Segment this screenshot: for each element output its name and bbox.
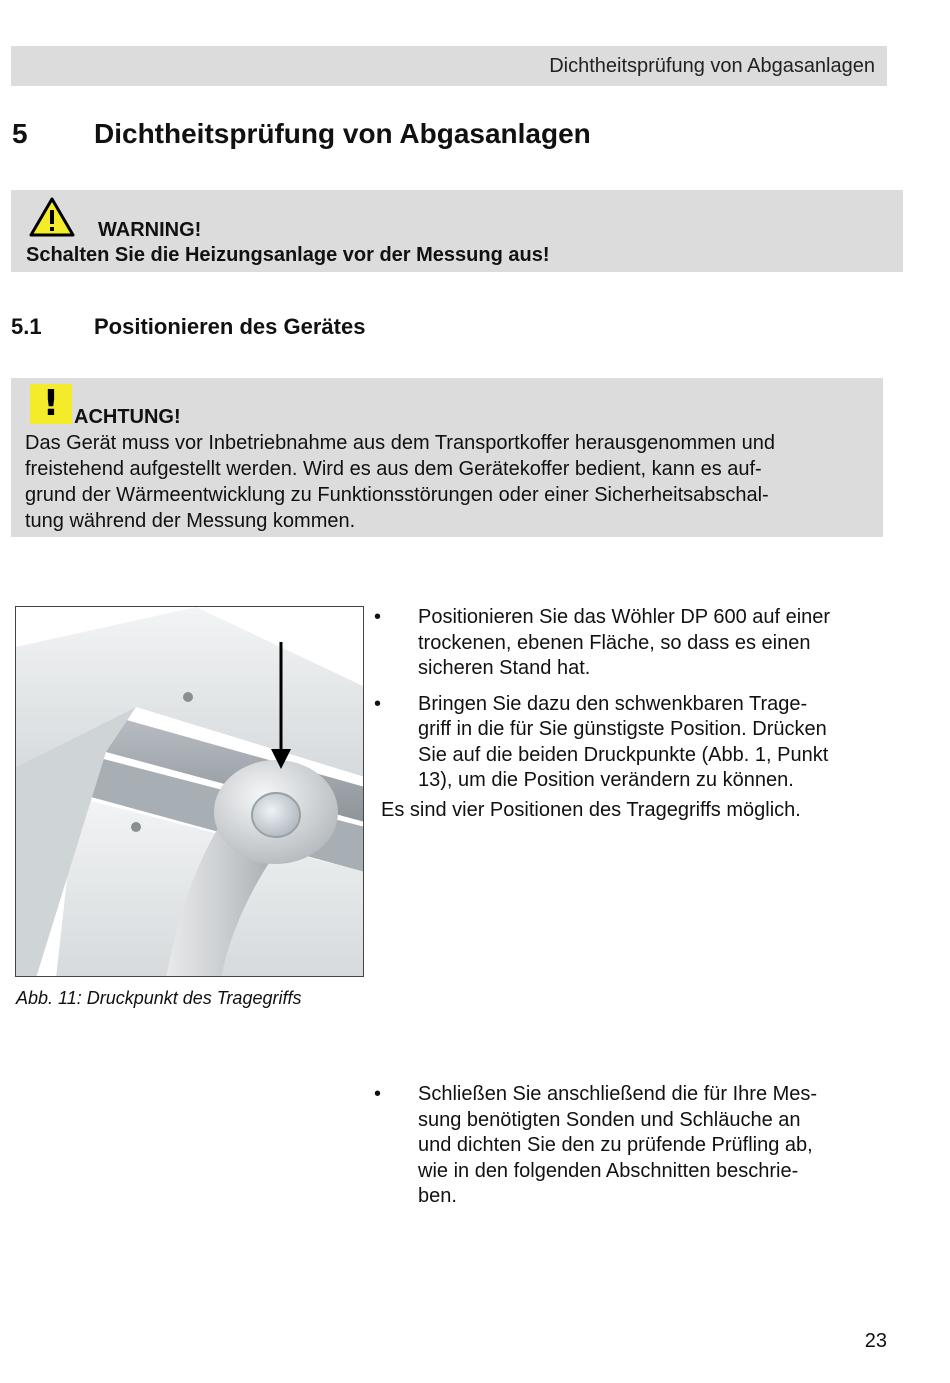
list-item-line: 13), um die Position verändern zu können.	[418, 769, 794, 791]
bullet: •	[374, 692, 382, 715]
list-item-line: ben.	[418, 1185, 457, 1207]
running-header-title: Dichtheitsprüfung von Abgasanlagen	[549, 55, 875, 77]
section-number: 5.1	[11, 314, 42, 339]
running-header	[11, 46, 887, 86]
list-item-line: Positionieren Sie das Wöhler DP 600 auf einer	[418, 606, 831, 628]
final-instruction-list	[372, 1082, 817, 1220]
exclamation-icon: !	[30, 384, 72, 424]
figure-caption: Abb. 11: Druckpunkt des Tragegriffs	[16, 988, 302, 1008]
list-item-line: Schließen Sie anschließend die für Ihre Mes-	[418, 1083, 818, 1105]
list-item-line: griff in die für Sie günstigste Position. Drücken	[418, 718, 827, 740]
caution-text	[25, 430, 775, 534]
chapter-title: Dichtheitsprüfung von Abgasanlagen	[94, 118, 591, 149]
bullet: •	[374, 1083, 382, 1105]
list-item-line: trockenen, ebenen Fläche, so dass es einen	[418, 631, 811, 654]
handle-photo	[15, 606, 364, 977]
caution-line: tung während der Messung kommen.	[25, 510, 356, 532]
warning-title: WARNING!	[98, 219, 202, 241]
instruction-list	[372, 605, 830, 804]
list-item	[372, 1082, 817, 1210]
chapter-number: 5	[12, 118, 28, 149]
positions-note: Es sind vier Positionen des Tragegriffs möglich.	[381, 799, 801, 821]
list-item-line: Bringen Sie dazu den schwenkbaren Trage-	[418, 692, 808, 715]
list-item-line: wie in den folgenden Abschnitten beschrie-	[418, 1159, 799, 1182]
list-item-line: Sie auf die beiden Druckpunkte (Abb. 1, Punkt	[418, 743, 829, 766]
section-title: Positionieren des Gerätes	[94, 314, 366, 339]
caution-line: grund der Wärmeentwicklung zu Funktionsstörungen oder einer Sicherheitsabschal-	[25, 484, 769, 506]
caution-line: freistehend aufgestellt werden. Wird es aus dem Gerätekoffer bedient, kann es auf-	[25, 458, 762, 480]
list-item-line: sicheren Stand hat.	[418, 657, 591, 679]
list-item	[372, 605, 830, 682]
warning-triangle-icon	[28, 196, 76, 238]
list-item	[372, 692, 830, 794]
caution-line: Das Gerät muss vor Inbetriebnahme aus dem Transportkoffer herausgenommen und	[25, 432, 776, 454]
page-number: 23	[864, 1330, 887, 1352]
list-item-line: sung benötigten Sonden und Schläuche an	[418, 1108, 801, 1131]
bullet: •	[374, 606, 382, 628]
caution-title: ACHTUNG!	[74, 406, 181, 428]
warning-text: Schalten Sie die Heizungsanlage vor der Messung aus!	[26, 244, 550, 266]
device-handle-illustration	[16, 607, 364, 977]
list-item-line: und dichten Sie den zu prüfende Prüfling ab,	[418, 1134, 813, 1156]
